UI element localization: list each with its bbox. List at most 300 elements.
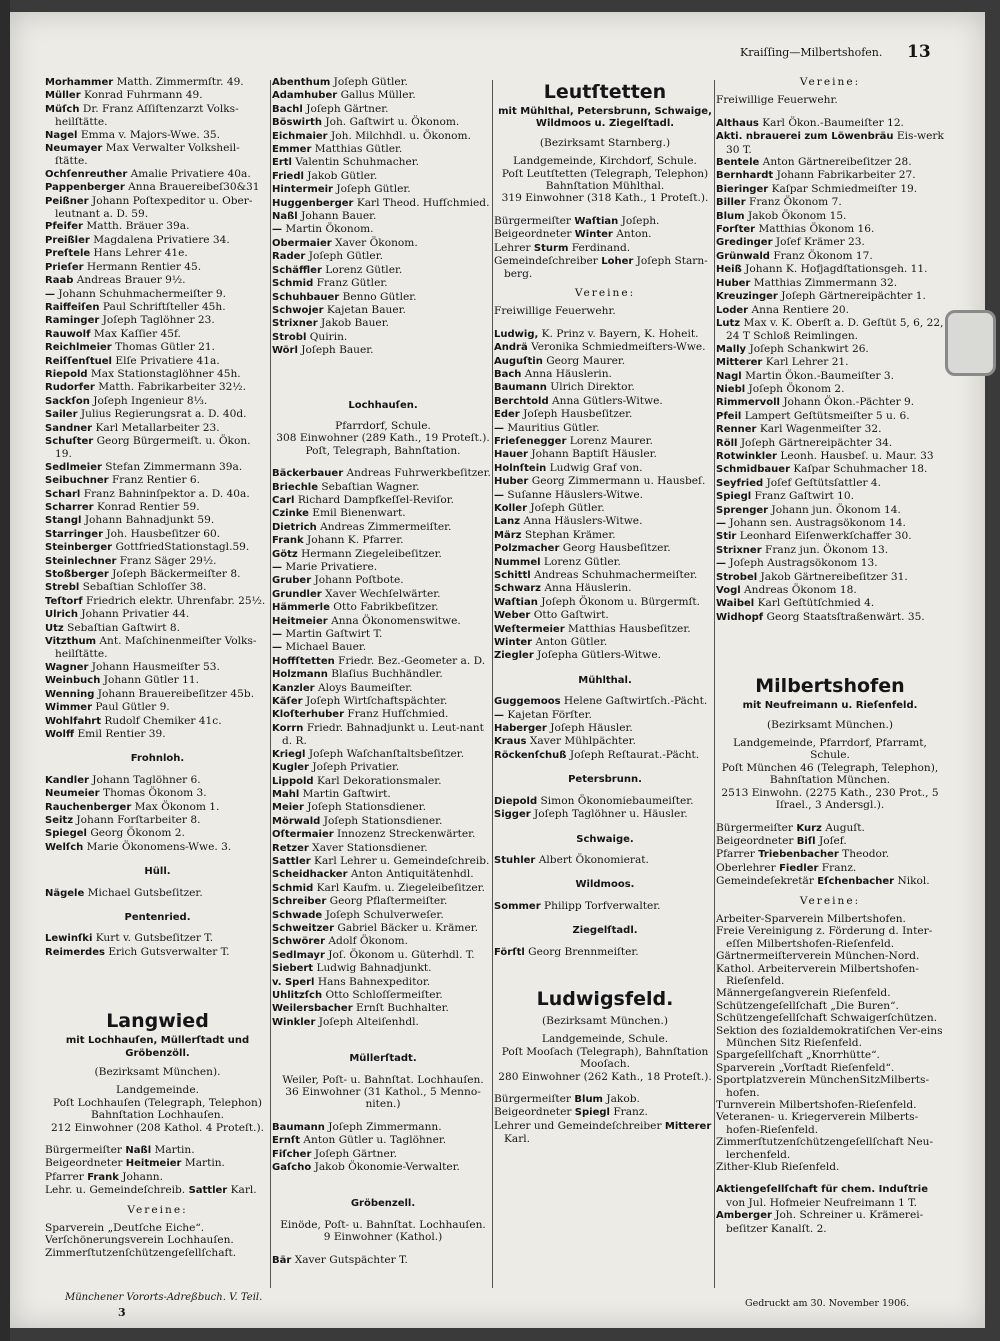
- directory-entry: [716, 490, 944, 503]
- entry-details: Adolf Ökonom.: [328, 935, 408, 948]
- entry-surname: Aktiengeſellſchaft für chem. Induſtrie: [716, 1184, 928, 1196]
- club-entry: Turnverein Milbertshofen-Rieſenfeld.: [716, 1099, 917, 1112]
- district-office: (Bezirksamt München.): [542, 1014, 668, 1027]
- official-firstname: Joſeph Starn-berg.: [504, 255, 708, 281]
- entry-details: Matthias Gütler.: [314, 143, 403, 156]
- info-line: Bahnſtation Mühlthal.: [545, 180, 665, 193]
- entry-list: [272, 76, 494, 358]
- entry-details: Franz Säger 29½.: [119, 554, 217, 567]
- entry-surname: Wagner: [45, 661, 89, 673]
- directory-entry: [272, 116, 494, 129]
- directory-entry: [45, 568, 270, 581]
- entry-details: Max Ökonom 1.: [134, 800, 220, 813]
- directory-entry: [716, 156, 944, 169]
- directory-entry: [272, 467, 494, 480]
- entry-details: Joſeph Ingenieur 8⅓.: [93, 394, 208, 407]
- directory-entry: [716, 263, 944, 276]
- entry-details: Georg Brennmeiſter.: [528, 945, 639, 958]
- entry-details: Joſeph Gärtner.: [306, 102, 389, 115]
- district-office: (Bezirksamt München.): [767, 718, 893, 731]
- column-4: [716, 76, 944, 1328]
- entry-surname: —: [272, 642, 282, 654]
- info-line: 308 Einwohner (289 Kath., 19 Proteſt.).: [276, 432, 490, 445]
- entry-surname: Fiſcher: [272, 1148, 312, 1160]
- town-subtitle: mit Mühlthal, Petersbrunn, Schwaige, Wildmoos u. Ziegelſtadl.: [498, 106, 712, 130]
- official-name: Fiedler: [779, 862, 819, 874]
- directory-entry: [272, 828, 494, 841]
- club-entry: Schützengeſellſchaft Schwaigerſchützen.: [716, 1012, 938, 1025]
- entry-surname: Scharl: [45, 488, 81, 500]
- directory-entry: [45, 328, 270, 341]
- entry-surname: Bach: [494, 368, 522, 380]
- entry-details: Martin Gaſtwirt.: [302, 787, 391, 800]
- entry-surname: Teſtorf: [45, 595, 83, 607]
- directory-entry: [272, 962, 494, 975]
- entry-surname: Schwade: [272, 909, 323, 921]
- entry-details: Joſ. Ökonom u. Güterhdl. T.: [328, 948, 475, 961]
- entry-surname: Nagl: [716, 370, 742, 382]
- directory-entry: [45, 528, 270, 541]
- section-heading: Schwaige.: [576, 833, 634, 845]
- town-subtitle: mit Lochhauſen, Müllerſtadt und Gröbenzöll.: [65, 1035, 250, 1059]
- entry-details: Joſeph Gärtner.: [314, 1147, 397, 1160]
- directory-entry: [272, 197, 494, 210]
- directory-entry: [272, 682, 494, 695]
- entry-details: Johann Bauer.: [301, 210, 377, 223]
- entry-surname: Schuſter: [45, 435, 94, 447]
- official-firstname: Franz.: [613, 1106, 648, 1119]
- info-line: 319 Einwohner (318 Kath., 1 Proteſt.).: [501, 192, 709, 205]
- entry-details: Franz Bahninſpektor a. D. 40a.: [83, 487, 250, 500]
- entry-surname: Wenning: [45, 688, 95, 700]
- entry-surname: Prieſer: [45, 261, 84, 273]
- entry-surname: Sedlmayr: [272, 949, 325, 961]
- entry-details: Andreas Zimmermeiſter.: [320, 520, 452, 533]
- club-entry: Sparverein „Vorſtadt Rieſenfeld“.: [716, 1061, 895, 1074]
- entry-surname: —: [272, 629, 282, 641]
- directory-entry: [45, 608, 270, 621]
- entry-surname: Grünwald: [716, 250, 770, 262]
- directory-entry: [272, 317, 494, 330]
- directory-entry: [45, 129, 270, 142]
- clubs-heading: Vereine:: [799, 894, 861, 907]
- entry-details: Joſeph Alteiſenhdl.: [318, 1015, 419, 1028]
- directory-entry: [272, 494, 494, 507]
- entry-surname: —: [494, 709, 504, 721]
- entry-surname: Riepold: [45, 368, 88, 380]
- directory-entry: [45, 887, 270, 900]
- entry-surname: Pfeil: [716, 410, 742, 422]
- entry-details: Joſeph Häusler.: [550, 722, 633, 735]
- entry-details: Matthias Ökonom 16.: [758, 223, 875, 236]
- info-line: Poſt München 46 (Telegraph, Telephon), Bahnſtation München.: [721, 761, 939, 787]
- official-entry: [716, 848, 944, 861]
- directory-entry: [272, 909, 494, 922]
- directory-entry: [716, 410, 944, 423]
- entry-surname: Welſch: [45, 841, 84, 853]
- section-heading: Gröbenzell.: [350, 1198, 416, 1210]
- directory-entry: [45, 103, 270, 129]
- entry-surname: Rader: [272, 251, 306, 263]
- entry-details: Johann Ökon.-Pächter 9.: [783, 396, 915, 409]
- directory-entry: [272, 250, 494, 263]
- entry-details: Joſeph Privatier.: [312, 761, 400, 774]
- entry-surname: Strixner: [272, 318, 318, 330]
- directory-entry: [272, 237, 494, 250]
- entry-details: Johann Bahnadjunkt 59.: [84, 514, 215, 527]
- entry-surname: Weber: [494, 610, 531, 622]
- directory-entry: [45, 715, 270, 728]
- entry-surname: Müſch: [45, 103, 80, 115]
- club-entry: Freie Vereinigung z. Förderung d. Inter-eſſen Milbertshofen-Rieſenfeld.: [716, 925, 933, 950]
- entry-details: Joſeph Wirtſchaftspächter.: [305, 695, 448, 708]
- entry-surname: Huggenberger: [272, 197, 354, 209]
- official-firstname: Jakob.: [606, 1092, 640, 1105]
- entry-details: Johann Fabrikarbeiter 27.: [776, 169, 916, 182]
- directory-entry: [494, 381, 716, 394]
- directory-entry: [494, 582, 716, 595]
- directory-entry: [272, 668, 494, 681]
- entry-surname: März: [494, 529, 522, 541]
- entry-details: Karl Lehrer u. Gemeindeſchreib.: [314, 854, 490, 867]
- directory-entry: [494, 808, 716, 821]
- entry-surname: Kreuzinger: [716, 291, 778, 303]
- entry-surname: Heiß: [716, 264, 742, 276]
- entry-surname: Gruber: [272, 575, 312, 587]
- entry-details: Jakob Bauer.: [321, 317, 389, 330]
- directory-entry: [272, 156, 494, 169]
- entry-details: Hans Bahnexpeditor.: [317, 975, 431, 988]
- clubs-list: [716, 913, 944, 1174]
- directory-entry: [716, 304, 944, 317]
- directory-entry: [272, 130, 494, 143]
- entry-surname: Blum: [716, 210, 745, 222]
- directory-entry: [272, 601, 494, 614]
- entry-details: von Jul. Hofmeier Neufreimann 1 T.: [726, 1196, 918, 1209]
- official-role: Pfarrer: [716, 848, 755, 861]
- official-firstname: Joſeph.: [621, 214, 660, 227]
- entry-surname: Kriegl: [272, 748, 306, 760]
- entry-details: Anna Häuslerin.: [544, 582, 632, 595]
- club-entry: Männergeſangverein Rieſenfeld.: [716, 987, 891, 1000]
- directory-entry: [272, 1254, 494, 1267]
- entry-details: Ant. Maſchinenmeiſter Volks-heilſtätte.: [55, 635, 257, 661]
- entry-details: Innozenz Streckenwärter.: [337, 828, 476, 841]
- entry-details: Ernſt Buchhalter.: [356, 1002, 449, 1015]
- entry-surname: Retzer: [272, 842, 309, 854]
- entry-surname: Strebl: [45, 582, 80, 594]
- directory-entry: [272, 641, 494, 654]
- entry-surname: Bachl: [272, 103, 303, 115]
- entry-surname: Lippold: [272, 775, 314, 787]
- town-subtitle: mit Neufreimann u. Rieſenfeld.: [742, 700, 918, 712]
- entry-details: Johann Gütler 11.: [103, 674, 199, 687]
- directory-entry: [494, 623, 716, 636]
- club-entry: Kathol. Arbeiterverein Milbertshofen-Rieſenfeld.: [716, 962, 919, 987]
- directory-entry: [272, 801, 494, 814]
- official-entry: [45, 1157, 270, 1170]
- info-line: Poſt Leutſtetten (Telegraph, Telephon): [501, 167, 709, 180]
- entry-details: Anna Brauereibeſ30&31: [128, 181, 260, 194]
- entry-surname: Ludwig,: [494, 328, 539, 340]
- entry-details: Jakob Ökonom 15.: [747, 209, 847, 222]
- club-entry: Sektion des ſozialdemokratiſchen Ver-eins München Sitz Rieſenfeld.: [716, 1024, 943, 1049]
- entry-surname: Vogl: [716, 585, 741, 597]
- directory-entry: [45, 89, 270, 102]
- official-name: Spiegl: [574, 1107, 610, 1119]
- official-role: Gemeindeſekretär: [716, 875, 814, 888]
- section-heading: Frohnloh.: [130, 753, 185, 765]
- directory-entry: [45, 181, 270, 194]
- directory-entry: [272, 1121, 494, 1134]
- directory-entry: [272, 574, 494, 587]
- directory-entry: [494, 636, 716, 649]
- official-name: Triebenbacher: [758, 849, 839, 861]
- entry-surname: Weſtermeier: [494, 623, 565, 635]
- entry-details: Dr. Franz Aſſiſtenzarzt Volks-heilſtätte.: [55, 102, 239, 129]
- directory-entry: [272, 748, 494, 761]
- entry-details: Joſepha Gütlers-Witwe.: [537, 649, 661, 662]
- directory-entry: [272, 1002, 494, 1015]
- entry-surname: Spiegl: [716, 491, 752, 503]
- entry-surname: Schmid: [272, 278, 314, 290]
- entry-list: [272, 1254, 494, 1267]
- directory-entry: [716, 517, 944, 530]
- entry-surname: Czinke: [272, 508, 309, 520]
- directory-entry: [45, 461, 270, 474]
- directory-entry: [716, 597, 944, 610]
- club-entry: Sportplatzverein MünchenSitzMilberts-hofen.: [716, 1074, 930, 1099]
- entry-details: Andreas Schuhmachermeiſter.: [534, 569, 698, 581]
- entry-details: Karl Wagenmeiſter 32.: [759, 423, 882, 436]
- section-heading: Müllerſtadt.: [349, 1053, 417, 1065]
- directory-entry: [272, 788, 494, 801]
- entry-details: Joh. Milchhdl. u. Ökonom.: [331, 129, 471, 142]
- directory-entry: [45, 787, 270, 800]
- entry-surname: —: [272, 224, 282, 236]
- entry-details: Sebaſtian Gaſtwirt 8.: [67, 621, 181, 634]
- entry-details: Hans Lehrer 41e.: [93, 247, 188, 260]
- entry-details: Johann sen. Austragsökonom 14.: [729, 517, 906, 529]
- entry-details: Hermann Rentier 45.: [86, 260, 202, 273]
- entry-details: Simon Ökonomiebaumeiſter.: [540, 794, 694, 807]
- entry-details: Leonhard Eiſenwerkſchaffer 30.: [739, 530, 912, 543]
- entry-details: Joſeph Waſchanſtaltsbeſitzer.: [308, 747, 465, 760]
- entry-surname: Holnſtein: [494, 462, 547, 474]
- entry-details: Jakob Gärtnereibeſitzer 31.: [760, 570, 908, 583]
- directory-entry: [272, 143, 494, 156]
- entry-details: Joſeph Stationsdiener.: [323, 814, 443, 827]
- entry-details: Matth. Bräuer 39a.: [86, 220, 190, 233]
- entry-details: Kaſpar Schmiedmeiſter 19.: [771, 182, 918, 195]
- entry-surname: Mally: [716, 343, 747, 355]
- entry-surname: —: [272, 562, 282, 573]
- directory-entry: [716, 169, 944, 182]
- section-heading: Wildmoos.: [575, 879, 635, 891]
- official-entry: [45, 1184, 270, 1197]
- entry-list: [494, 900, 716, 913]
- entry-details: Franz Ökonom 7.: [749, 196, 842, 209]
- official-role: Lehr. u. Gemeindeſchreib.: [45, 1184, 186, 1197]
- directory-entry: [716, 250, 944, 263]
- entry-surname: Raab: [45, 275, 74, 287]
- entry-surname: Niebl: [716, 383, 746, 395]
- official-role: Lehrer und Gemeindeſchreiber: [494, 1119, 662, 1132]
- directory-entry: [45, 688, 270, 701]
- entry-details: Matth. Fabrikarbeiter 32½.: [98, 381, 246, 394]
- entry-details: Karl Metallarbeiter 23.: [95, 421, 220, 434]
- clubs-list: [45, 1222, 270, 1259]
- entry-surname: Reichlmeier: [45, 342, 112, 354]
- entry-details: Georg Maurer.: [546, 354, 626, 367]
- entry-details: Kaſpar Schuhmacher 18.: [793, 463, 928, 476]
- directory-entry: [272, 291, 494, 304]
- entry-surname: Oſtermaier: [272, 829, 334, 841]
- directory-entry: [494, 448, 716, 461]
- entry-surname: Seyfried: [716, 477, 764, 489]
- official-role: Beigeordneter: [494, 228, 572, 241]
- official-name: Kurz: [796, 822, 822, 834]
- entry-details: Matth. Zimmermſtr. 49.: [116, 76, 244, 88]
- entry-surname: Ertl: [272, 157, 292, 169]
- entry-surname: Scheidhacker: [272, 869, 348, 881]
- entry-surname: Bieringer: [716, 183, 769, 195]
- official-name: Frank: [87, 1171, 119, 1183]
- entry-details: Max Kaſſier 45f.: [93, 327, 181, 340]
- entry-details: Eis-werk 30 T.: [726, 130, 944, 156]
- entry-surname: Polzmacher: [494, 543, 560, 555]
- directory-entry: [272, 922, 494, 935]
- directory-entry: [272, 588, 494, 601]
- town-info: [272, 1074, 494, 1111]
- entry-details: Joh. Gaſtwirt u. Ökonom.: [325, 116, 460, 129]
- official-firstname: Franz.: [821, 861, 857, 874]
- officials-list: [494, 215, 716, 281]
- entry-surname: Sailer: [45, 409, 78, 421]
- entry-surname: Lewinſki: [45, 933, 93, 945]
- entry-details: Richard Dampfkeſſel-Reviſor.: [297, 493, 454, 506]
- entry-surname: Friedl: [272, 170, 304, 182]
- entry-details: Julius Regierungsrat a. D. 40d.: [80, 408, 247, 421]
- official-entry: [716, 822, 944, 835]
- entry-details: Friedr. Bahnadjunkt u. Leut-nant d. R.: [282, 721, 484, 748]
- info-line: Landgemeinde, Pfarrdorf, Pfarramt, Schule.: [733, 737, 927, 762]
- directory-entry: [45, 501, 270, 514]
- directory-entry: [716, 370, 944, 383]
- official-entry: [716, 835, 944, 848]
- official-firstname: Ferdinand.: [571, 241, 631, 254]
- entry-details: Emil Rentier 39.: [77, 727, 166, 740]
- directory-entry: [45, 355, 270, 368]
- directory-entry: [272, 895, 494, 908]
- directory-entry: [716, 343, 944, 356]
- entry-surname: Akti. nbrauerei zum Löwenbräu: [716, 131, 894, 143]
- entry-details: Karl Lehrer 21.: [765, 356, 849, 369]
- entry-details: Rudolf Chemiker 41c.: [104, 714, 222, 727]
- directory-entry: [272, 76, 494, 89]
- entry-details: Martin Gaſtwirt T.: [285, 628, 383, 641]
- directory-entry: [45, 234, 270, 247]
- entry-surname: Preſtele: [45, 248, 91, 260]
- page-edge-shadow: [0, 0, 10, 1341]
- entry-surname: Steinberger: [45, 542, 113, 554]
- footer-signature: 3: [118, 1306, 126, 1319]
- directory-entry: [45, 701, 270, 714]
- directory-entry: [494, 854, 716, 867]
- district-office: (Bezirksamt Starnberg.): [539, 136, 671, 149]
- entry-surname: Ochſenreuther: [45, 168, 128, 180]
- entry-surname: Lanz: [494, 516, 521, 528]
- entry-surname: Hoffſtetten: [272, 655, 335, 667]
- entry-details: Franz Gaſtwirt 10.: [754, 490, 854, 503]
- club-entry: Verſchönerungsverein Lochhauſen.: [45, 1234, 234, 1247]
- directory-entry: [494, 749, 716, 762]
- entry-surname: Morhammer: [45, 77, 114, 88]
- entry-details: Franz jun. Ökonom 13.: [765, 543, 889, 556]
- directory-entry: [716, 210, 944, 223]
- entry-details: Lorenz Gütler.: [325, 263, 403, 276]
- official-firstname: Auguſt.: [825, 821, 865, 834]
- official-firstname: Joſef.: [818, 834, 847, 847]
- section-heading: Petersbrunn.: [568, 774, 642, 786]
- info-line: 212 Einwohner (208 Kathol. 4 Proteſt.).: [50, 1121, 265, 1134]
- directory-entry: [45, 814, 270, 827]
- directory-entry: [272, 815, 494, 828]
- entry-details: Johann Baptiſt Häusler.: [531, 448, 657, 461]
- entry-surname: Hintermeir: [272, 184, 333, 196]
- directory-entry: [716, 183, 944, 196]
- entry-details: Paul Gütler 9.: [95, 701, 170, 714]
- column-rule: [270, 80, 271, 1288]
- official-role: Gemeindeſchreiber: [494, 255, 598, 268]
- entry-surname: Röckenſchuß: [494, 749, 567, 761]
- entry-details: Ludwig Bahnadjunkt.: [316, 962, 432, 975]
- entry-details: Joſeph Schankwirt 26.: [749, 342, 869, 355]
- entry-surname: Winkler: [272, 1016, 316, 1028]
- entry-list: [494, 946, 716, 959]
- info-line: 9 Einwohner (Kathol.): [323, 1231, 443, 1244]
- entry-list: [272, 467, 494, 1029]
- entry-details: Hermann Ziegeleibeſitzer.: [301, 547, 442, 560]
- official-firstname: Karl.: [504, 1133, 531, 1146]
- entry-details: Johann K. Hofjagdſtationsgeh. 11.: [745, 263, 928, 276]
- directory-entry: [494, 368, 716, 381]
- directory-entry: [716, 544, 944, 557]
- entry-details: Sebaſtian Wagner.: [321, 480, 420, 493]
- entry-surname: Eder: [494, 409, 520, 421]
- directory-entry: [45, 728, 270, 741]
- directory-entry: [716, 504, 944, 517]
- entry-surname: Nummel: [494, 556, 541, 568]
- directory-entry: [494, 735, 716, 748]
- entry-surname: Raiffeiſen: [45, 301, 100, 313]
- entry-details: Joh. Schreiner u. Krämerei-beſitzer Kanalſt. 2.: [726, 1209, 924, 1235]
- official-entry: [494, 255, 716, 281]
- official-firstname: Johann.: [122, 1170, 163, 1183]
- entry-surname: Schwojer: [272, 304, 324, 316]
- entry-surname: Schuhbauer: [272, 291, 340, 303]
- club-entry: Freiwillige Feuerwehr.: [716, 94, 838, 107]
- entry-details: Quirin.: [309, 330, 348, 343]
- entry-details: Joſeph Schulverweſer.: [325, 908, 444, 921]
- entry-surname: Huber: [716, 277, 751, 289]
- clubs-list: [494, 305, 716, 317]
- directory-entry: [716, 477, 944, 490]
- entry-details: Xaver Wechſelwärter.: [325, 587, 441, 600]
- entry-surname: Götz: [272, 548, 298, 560]
- entry-details: Joſeph Bauer.: [301, 344, 374, 357]
- entry-details: Georg Pflaſtermeiſter.: [329, 895, 448, 908]
